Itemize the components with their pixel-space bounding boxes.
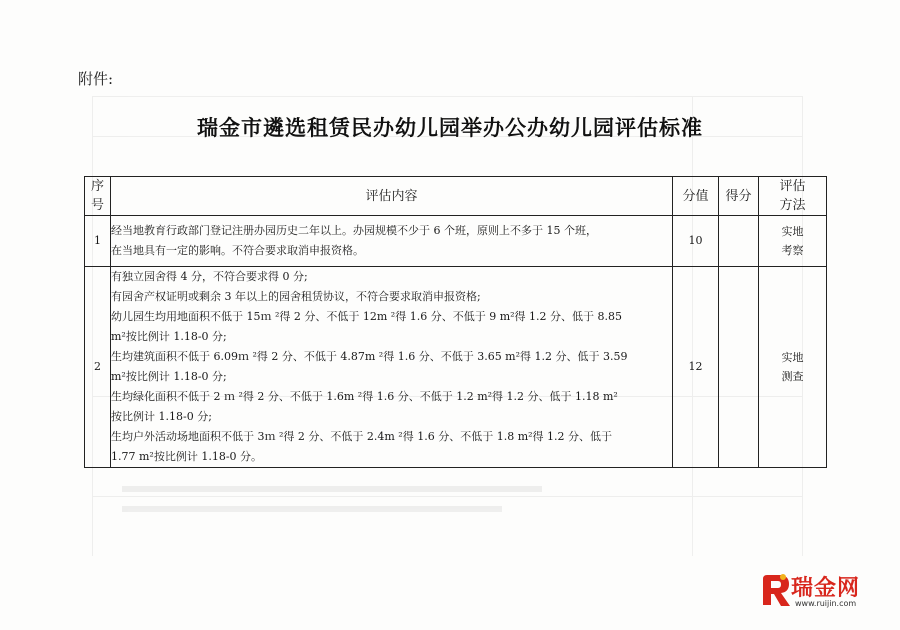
content-line: 经当地教育行政部门登记注册办园历史二年以上。办园规模不少于 6 个班，原则上不多于 15 个班， [111,224,597,237]
content-line: 生均建筑面积不低于 6.09ｍ ²得 2 分、不低于 4.87m ²得 1.6 分、不低于 3.65 m²得 1.2 分、低于 3.59 [111,350,628,363]
content-line: 生均户外活动场地面积不低于 3ｍ ²得 2 分、不低于 2.4m ²得 1.6 分、不低于 1.8 m²得 1.2 分、低于 [111,430,613,443]
row-method: 实地 考察 [759,216,827,267]
content-line: 幼儿园生均用地面积不低于 15ｍ ²得 2 分、不低于 12m ²得 1.6 分、不低于 9 m²得 1.2 分、低于 8.85 [111,310,623,323]
row-number: 1 [85,216,111,267]
content-line: 按比例计 1.18-0 分; [111,410,212,423]
watermark-url: www.ruijin.com [795,599,857,608]
row-content [111,216,673,267]
content-line: m²按比例计 1.18-0 分; [111,330,227,343]
watermark-brand: 瑞金网 [791,576,861,601]
content-line: 有独立园舍得 4 分，不符合要求得 0 分; [111,270,308,283]
header-score: 分值 [673,177,719,216]
content-line: 生均绿化面积不低于 2 ｍ ²得 2 分、不低于 1.6m ²得 1.6 分、不低于 1.2 m²得 1.2 分、低于 1.18 m² [111,390,618,403]
content-line: 在当地具有一定的影响。不符合要求取消申报资格。 [111,244,364,257]
row-score: 10 [673,216,719,267]
content-line: m²按比例计 1.18-0 分; [111,370,227,383]
table-row [85,216,827,267]
header-no: 序 号 [85,177,111,216]
content-line: 有园舍产权证明或剩余 3 年以上的园舍租赁协议，不符合要求取消申报资格; [111,290,481,303]
row-method: 实地 测查 [759,267,827,468]
row-obtained [719,267,759,468]
site-watermark-logo [757,569,883,615]
row-number: 2 [85,267,111,468]
ruijin-logo-icon [757,571,793,611]
row-obtained [719,216,759,267]
header-obtained: 得分 [719,177,759,216]
row-score: 12 [673,267,719,468]
table-row [85,267,827,468]
content-line: 1.77 m²按比例计 1.18-0 分。 [111,450,263,463]
table-header-row [85,177,827,216]
header-method: 评估 方法 [759,177,827,216]
header-content: 评估内容 [111,177,673,216]
row-content [111,267,673,468]
evaluation-table [84,176,827,468]
attachment-label: 附件: [78,70,114,88]
document-title: 瑞金市遴选租赁民办幼儿园举办公办幼儿园评估标准 [197,115,703,140]
